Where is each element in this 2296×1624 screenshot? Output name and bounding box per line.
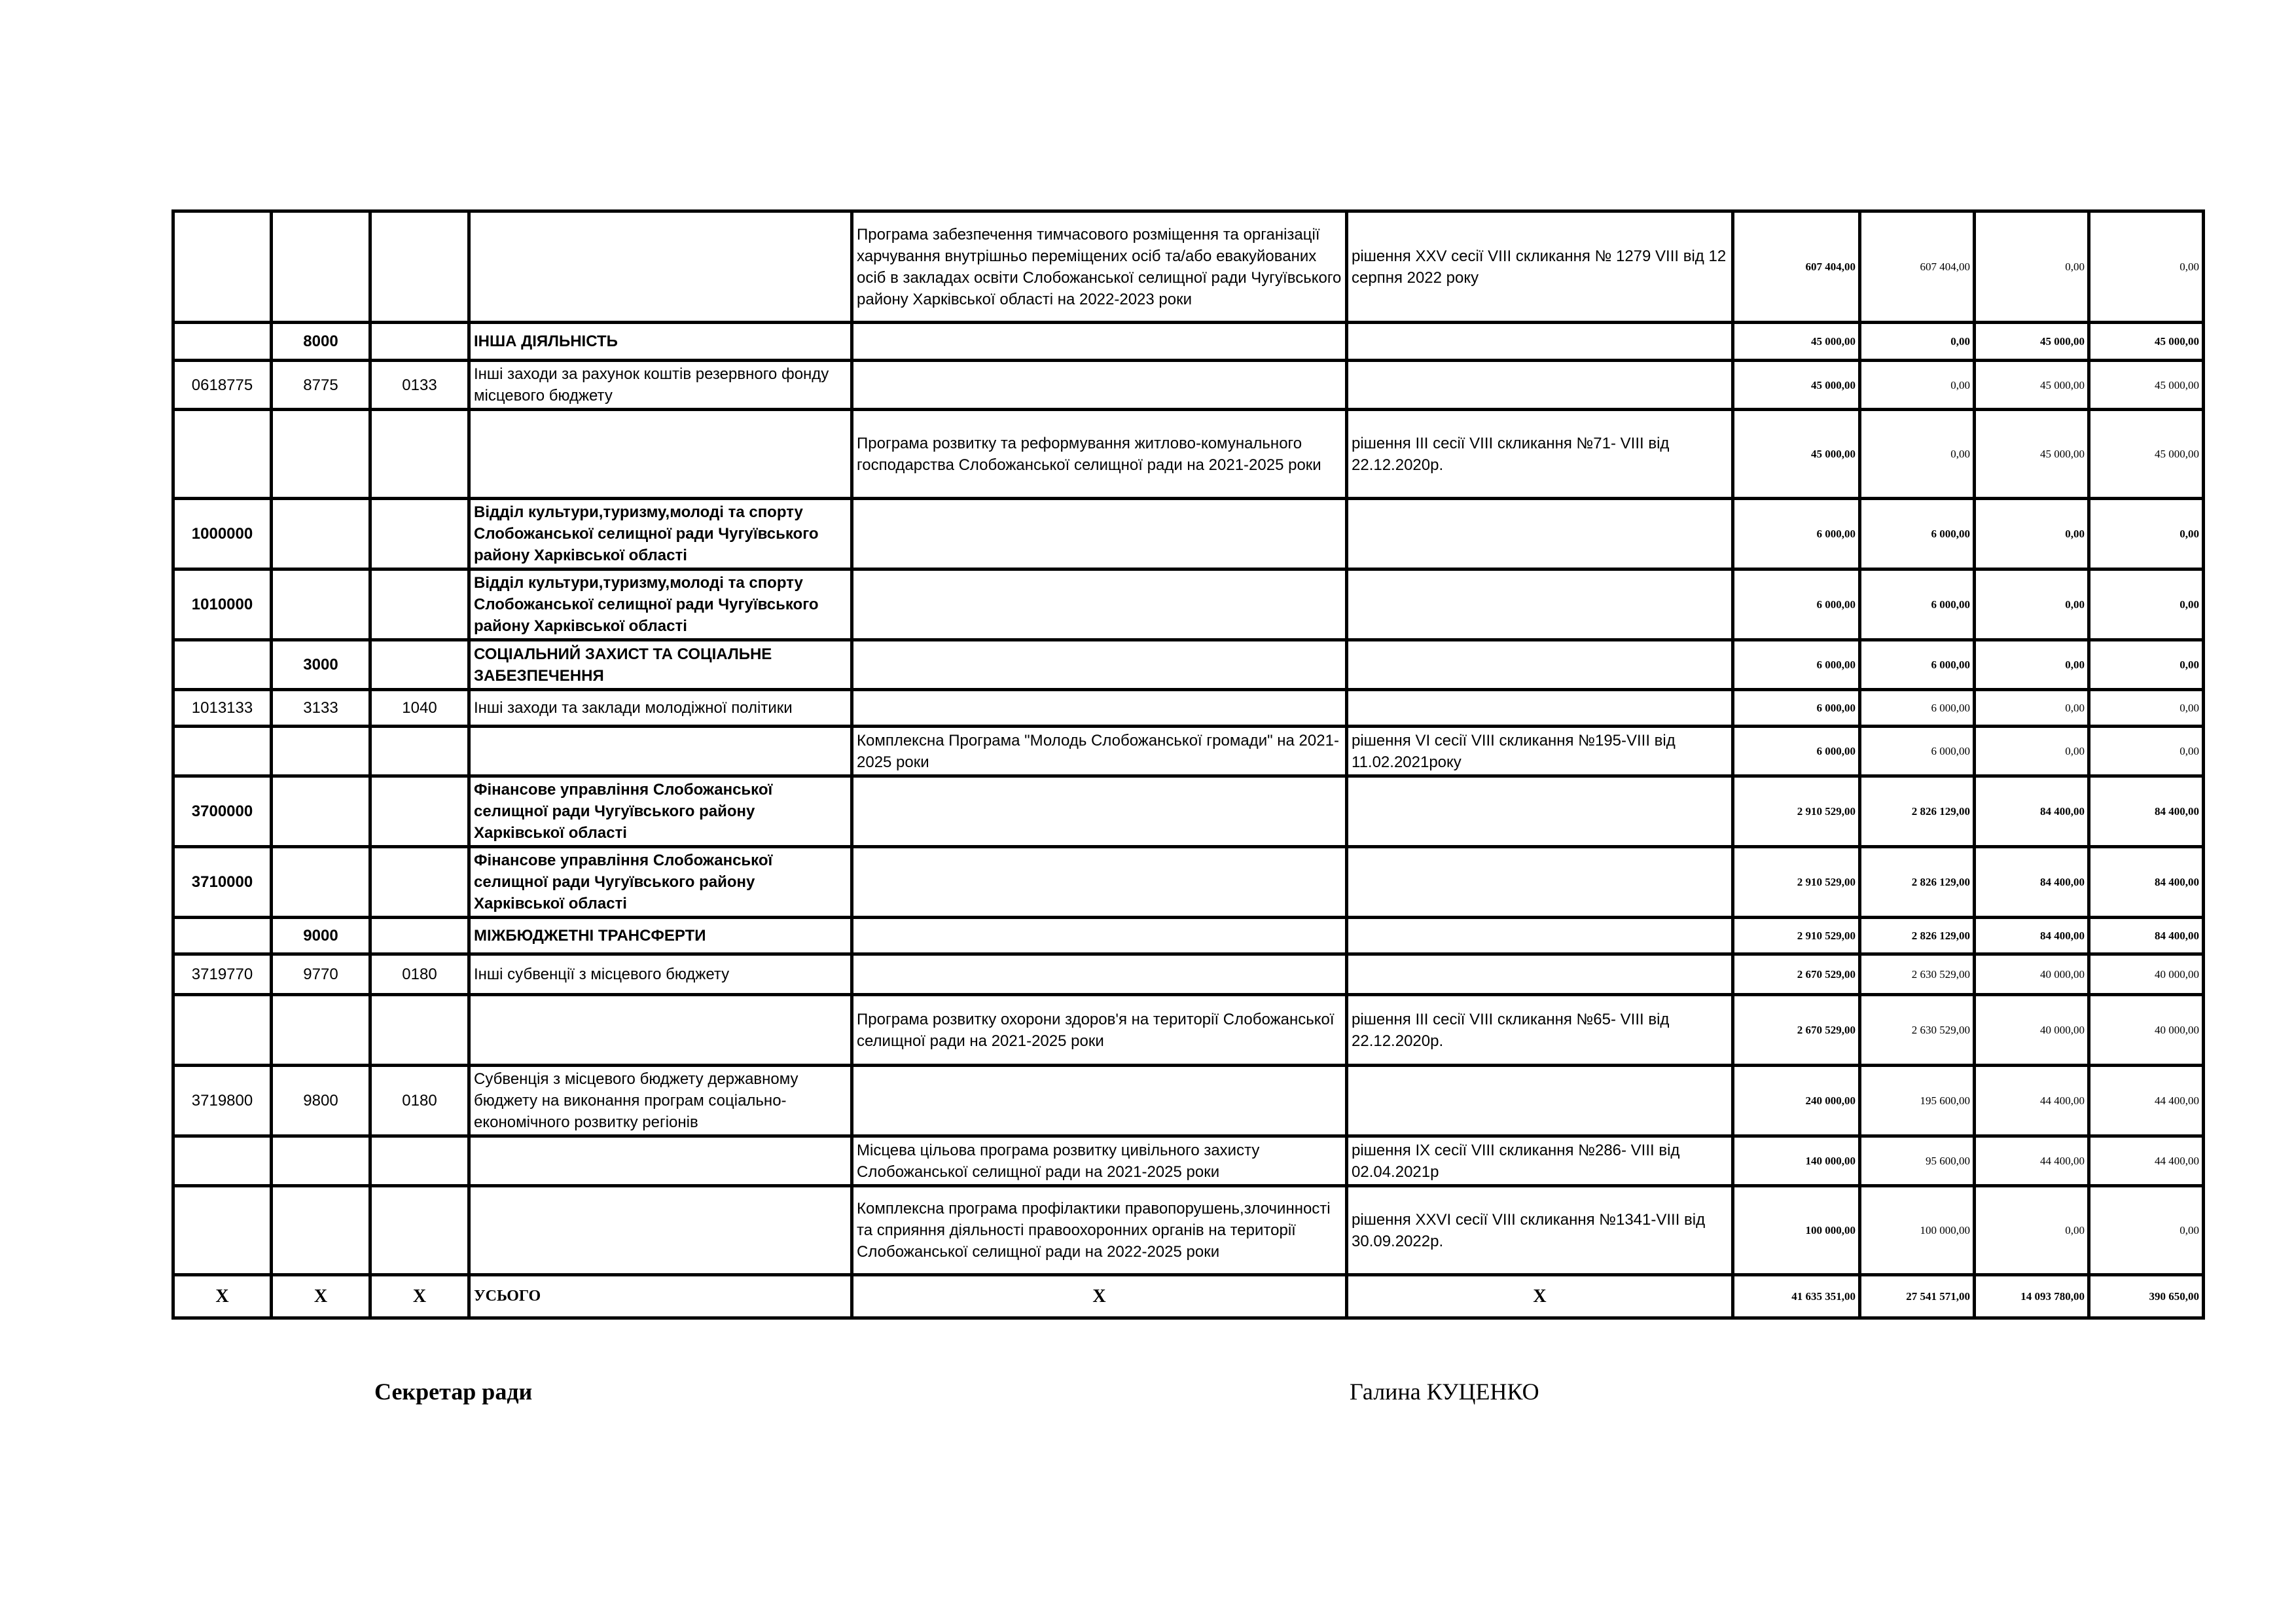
cell-amount-special: 84 400,00 — [1975, 776, 2089, 847]
cell-amount-general: 2 630 529,00 — [1860, 954, 1975, 995]
table-row — [173, 954, 2204, 995]
cell-amount-total: 6 000,00 — [1733, 569, 1860, 640]
cell-amount-total: 607 404,00 — [1733, 211, 1860, 323]
cell-name — [469, 211, 852, 323]
cell-program-name — [852, 776, 1347, 847]
cell-name: Відділ культури,туризму,молоді та спорту Слобожанської селищної ради Чугуївського району Харківської області — [469, 499, 852, 569]
cell-program-code: 3700000 — [173, 776, 272, 847]
cell-amount-dev: 0,00 — [2089, 499, 2204, 569]
cell-kfkvk-code — [370, 995, 469, 1066]
cell-kfk-code — [272, 569, 370, 640]
cell-program-code — [173, 727, 272, 776]
cell-amount-general: 0,00 — [1860, 361, 1975, 410]
cell-program-name: Програма розвитку та реформування житлово-комунального господарства Слобожанської селищної ради на 2021-2025 роки — [852, 410, 1347, 499]
total-amount-total: 41 635 351,00 — [1733, 1275, 1860, 1318]
cell-decision: рішення ІІІ сесії VIII скликання №65- VIII від 22.12.2020р. — [1347, 995, 1733, 1066]
cell-amount-dev: 40 000,00 — [2089, 995, 2204, 1066]
cell-amount-special: 0,00 — [1975, 690, 2089, 727]
cell-program-name — [852, 361, 1347, 410]
table-row — [173, 690, 2204, 727]
cell-kfkvk-code — [370, 323, 469, 361]
cell-amount-dev: 44 400,00 — [2089, 1136, 2204, 1186]
cell-amount-special: 0,00 — [1975, 211, 2089, 323]
cell-program-code: 1000000 — [173, 499, 272, 569]
cell-amount-dev: 45 000,00 — [2089, 323, 2204, 361]
cell-amount-general: 6 000,00 — [1860, 640, 1975, 690]
cell-name — [469, 727, 852, 776]
cell-decision — [1347, 954, 1733, 995]
total-code-mark: Х — [173, 1275, 272, 1318]
cell-kfk-code — [272, 410, 370, 499]
cell-kfkvk-code: 1040 — [370, 690, 469, 727]
cell-amount-special: 0,00 — [1975, 499, 2089, 569]
cell-decision — [1347, 361, 1733, 410]
cell-kfkvk-code — [370, 410, 469, 499]
cell-amount-general: 2 826 129,00 — [1860, 918, 1975, 954]
cell-amount-special: 44 400,00 — [1975, 1066, 2089, 1136]
table-row — [173, 361, 2204, 410]
cell-kfk-code: 9770 — [272, 954, 370, 995]
cell-program-code — [173, 323, 272, 361]
table-row — [173, 211, 2204, 323]
cell-program-code — [173, 1136, 272, 1186]
cell-amount-special: 45 000,00 — [1975, 323, 2089, 361]
cell-program-code — [173, 995, 272, 1066]
cell-decision: рішення ІХ сесії VIII скликання №286- VIII від 02.04.2021р — [1347, 1136, 1733, 1186]
cell-amount-dev: 84 400,00 — [2089, 847, 2204, 918]
table-row — [173, 1066, 2204, 1136]
cell-decision: рішення ІІІ сесії VIII скликання №71- VIII від 22.12.2020р. — [1347, 410, 1733, 499]
cell-amount-dev: 0,00 — [2089, 569, 2204, 640]
table-row — [173, 323, 2204, 361]
cell-kfk-code — [272, 1136, 370, 1186]
cell-amount-general: 2 630 529,00 — [1860, 995, 1975, 1066]
cell-decision — [1347, 569, 1733, 640]
cell-amount-total: 2 670 529,00 — [1733, 954, 1860, 995]
cell-amount-dev: 0,00 — [2089, 211, 2204, 323]
table-row — [173, 1136, 2204, 1186]
cell-kfkvk-code: 0180 — [370, 1066, 469, 1136]
cell-program-code — [173, 918, 272, 954]
cell-program-name: Програма забезпечення тимчасового розміщення та організації харчування внутрішньо переміщених осіб та/або евакуйованих осіб в закладах освіти Слобожанської селищної ради Чугуївського району Харківської області на 2022-2023 роки — [852, 211, 1347, 323]
cell-program-name: Місцева цільова програма розвитку цивільного захисту Слобожанської селищної ради на 2021-2025 роки — [852, 1136, 1347, 1186]
cell-name: Інші субвенції з місцевого бюджету — [469, 954, 852, 995]
table-row — [173, 727, 2204, 776]
cell-kfk-code — [272, 727, 370, 776]
cell-amount-special: 40 000,00 — [1975, 954, 2089, 995]
cell-kfkvk-code — [370, 211, 469, 323]
cell-amount-total: 2 910 529,00 — [1733, 918, 1860, 954]
total-kfk-mark: Х — [272, 1275, 370, 1318]
cell-amount-general: 6 000,00 — [1860, 727, 1975, 776]
cell-program-name — [852, 499, 1347, 569]
cell-name: СОЦІАЛЬНИЙ ЗАХИСТ ТА СОЦІАЛЬНЕ ЗАБЕЗПЕЧЕННЯ — [469, 640, 852, 690]
cell-amount-total: 2 670 529,00 — [1733, 995, 1860, 1066]
cell-amount-dev: 84 400,00 — [2089, 776, 2204, 847]
cell-decision — [1347, 918, 1733, 954]
cell-amount-total: 240 000,00 — [1733, 1066, 1860, 1136]
cell-kfkvk-code — [370, 1186, 469, 1275]
cell-kfkvk-code — [370, 847, 469, 918]
cell-amount-general: 2 826 129,00 — [1860, 847, 1975, 918]
cell-kfkvk-code — [370, 727, 469, 776]
cell-amount-dev: 45 000,00 — [2089, 361, 2204, 410]
cell-kfk-code — [272, 211, 370, 323]
cell-decision: рішення XXV сесії VIII скликання № 1279 VIII від 12 серпня 2022 року — [1347, 211, 1733, 323]
cell-decision — [1347, 847, 1733, 918]
cell-name: Інші заходи та заклади молодіжної політики — [469, 690, 852, 727]
cell-name: МІЖБЮДЖЕТНІ ТРАНСФЕРТИ — [469, 918, 852, 954]
cell-amount-dev: 0,00 — [2089, 640, 2204, 690]
cell-amount-total: 45 000,00 — [1733, 410, 1860, 499]
total-kfkvk-mark: Х — [370, 1275, 469, 1318]
cell-program-code: 1013133 — [173, 690, 272, 727]
total-amount-dev: 390 650,00 — [2089, 1275, 2204, 1318]
cell-amount-general: 6 000,00 — [1860, 499, 1975, 569]
total-decision-mark: Х — [1347, 1275, 1733, 1318]
cell-program-name — [852, 918, 1347, 954]
cell-amount-total: 6 000,00 — [1733, 690, 1860, 727]
cell-kfkvk-code — [370, 776, 469, 847]
cell-program-code: 1010000 — [173, 569, 272, 640]
total-amount-special: 14 093 780,00 — [1975, 1275, 2089, 1318]
cell-amount-total: 6 000,00 — [1733, 640, 1860, 690]
budget-table — [171, 209, 2205, 1320]
cell-decision — [1347, 1066, 1733, 1136]
cell-amount-dev: 0,00 — [2089, 1186, 2204, 1275]
cell-amount-total: 6 000,00 — [1733, 499, 1860, 569]
cell-kfk-code — [272, 1186, 370, 1275]
cell-amount-special: 45 000,00 — [1975, 361, 2089, 410]
cell-name: Фінансове управління Слобожанської селищної ради Чугуївського району Харківської області — [469, 847, 852, 918]
cell-kfkvk-code — [370, 918, 469, 954]
cell-program-name: Комплексна програма профілактики правопорушень,злочинності та сприяння діяльності правоохоронних органів на території Слобожанської селищної ради на 2022-2025 роки — [852, 1186, 1347, 1275]
cell-kfk-code: 3000 — [272, 640, 370, 690]
cell-amount-dev: 84 400,00 — [2089, 918, 2204, 954]
cell-program-code: 3710000 — [173, 847, 272, 918]
cell-amount-general: 0,00 — [1860, 323, 1975, 361]
cell-amount-dev: 40 000,00 — [2089, 954, 2204, 995]
cell-program-code — [173, 640, 272, 690]
table-body — [173, 211, 2204, 1318]
table-row — [173, 918, 2204, 954]
cell-program-code: 3719800 — [173, 1066, 272, 1136]
cell-amount-special: 0,00 — [1975, 1186, 2089, 1275]
cell-amount-general: 6 000,00 — [1860, 569, 1975, 640]
cell-amount-general: 195 600,00 — [1860, 1066, 1975, 1136]
cell-program-name: Комплексна Програма "Молодь Слобожанської громади" на 2021-2025 роки — [852, 727, 1347, 776]
cell-amount-dev: 45 000,00 — [2089, 410, 2204, 499]
cell-amount-dev: 0,00 — [2089, 690, 2204, 727]
cell-amount-special: 84 400,00 — [1975, 847, 2089, 918]
cell-name: Субвенція з місцевого бюджету державному бюджету на виконання програм соціально-економічного розвитку регіонів — [469, 1066, 852, 1136]
cell-program-name — [852, 847, 1347, 918]
table-row — [173, 569, 2204, 640]
cell-amount-special: 0,00 — [1975, 640, 2089, 690]
cell-program-name — [852, 640, 1347, 690]
cell-kfk-code: 3133 — [272, 690, 370, 727]
cell-amount-special: 0,00 — [1975, 727, 2089, 776]
cell-program-name — [852, 954, 1347, 995]
cell-kfk-code — [272, 847, 370, 918]
cell-amount-special: 40 000,00 — [1975, 995, 2089, 1066]
cell-amount-total: 140 000,00 — [1733, 1136, 1860, 1186]
cell-decision — [1347, 690, 1733, 727]
cell-kfk-code: 8000 — [272, 323, 370, 361]
cell-kfk-code: 9000 — [272, 918, 370, 954]
signature-name: Галина КУЦЕНКО — [1350, 1379, 1539, 1405]
cell-amount-total: 100 000,00 — [1733, 1186, 1860, 1275]
cell-name: Відділ культури,туризму,молоді та спорту Слобожанської селищної ради Чугуївського району Харківської області — [469, 569, 852, 640]
cell-amount-total: 45 000,00 — [1733, 361, 1860, 410]
cell-program-name: Програма розвитку охорони здоров'я на території Слобожанської селищної ради на 2021-2025 роки — [852, 995, 1347, 1066]
cell-program-name — [852, 1066, 1347, 1136]
cell-name — [469, 1136, 852, 1186]
cell-amount-total: 45 000,00 — [1733, 323, 1860, 361]
cell-amount-general: 0,00 — [1860, 410, 1975, 499]
cell-kfk-code — [272, 499, 370, 569]
cell-program-code — [173, 1186, 272, 1275]
cell-program-name — [852, 323, 1347, 361]
cell-amount-dev: 0,00 — [2089, 727, 2204, 776]
cell-amount-special: 0,00 — [1975, 569, 2089, 640]
cell-name — [469, 410, 852, 499]
cell-name: Інші заходи за рахунок коштів резервного фонду місцевого бюджету — [469, 361, 852, 410]
cell-program-code: 0618775 — [173, 361, 272, 410]
cell-kfk-code: 9800 — [272, 1066, 370, 1136]
cell-decision — [1347, 323, 1733, 361]
table-row — [173, 499, 2204, 569]
cell-name — [469, 1186, 852, 1275]
cell-program-code — [173, 211, 272, 323]
table-row — [173, 776, 2204, 847]
cell-amount-general: 607 404,00 — [1860, 211, 1975, 323]
cell-name: ІНША ДІЯЛЬНІСТЬ — [469, 323, 852, 361]
cell-decision — [1347, 640, 1733, 690]
cell-kfk-code — [272, 995, 370, 1066]
cell-kfk-code: 8775 — [272, 361, 370, 410]
table-row — [173, 1186, 2204, 1275]
total-label: УСЬОГО — [469, 1275, 852, 1318]
cell-decision — [1347, 499, 1733, 569]
total-row — [173, 1275, 2204, 1318]
cell-program-code: 3719770 — [173, 954, 272, 995]
cell-kfkvk-code — [370, 1136, 469, 1186]
signature-title: Секретар ради — [374, 1379, 533, 1405]
table-row — [173, 847, 2204, 918]
cell-amount-general: 100 000,00 — [1860, 1186, 1975, 1275]
cell-program-code — [173, 410, 272, 499]
cell-amount-general: 6 000,00 — [1860, 690, 1975, 727]
table-row — [173, 640, 2204, 690]
cell-amount-special: 84 400,00 — [1975, 918, 2089, 954]
cell-name: Фінансове управління Слобожанської селищної ради Чугуївського району Харківської області — [469, 776, 852, 847]
cell-amount-general: 95 600,00 — [1860, 1136, 1975, 1186]
cell-decision: рішення VІ сесії VIII скликання №195-VIII від 11.02.2021року — [1347, 727, 1733, 776]
cell-decision — [1347, 776, 1733, 847]
table-row — [173, 410, 2204, 499]
cell-amount-general: 2 826 129,00 — [1860, 776, 1975, 847]
cell-name — [469, 995, 852, 1066]
cell-kfkvk-code: 0133 — [370, 361, 469, 410]
cell-amount-total: 2 910 529,00 — [1733, 847, 1860, 918]
table-row — [173, 995, 2204, 1066]
cell-kfkvk-code — [370, 569, 469, 640]
cell-program-name — [852, 569, 1347, 640]
cell-program-name — [852, 690, 1347, 727]
cell-amount-total: 6 000,00 — [1733, 727, 1860, 776]
cell-kfkvk-code: 0180 — [370, 954, 469, 995]
cell-kfk-code — [272, 776, 370, 847]
total-amount-general: 27 541 571,00 — [1860, 1275, 1975, 1318]
cell-amount-dev: 44 400,00 — [2089, 1066, 2204, 1136]
cell-kfkvk-code — [370, 640, 469, 690]
cell-kfkvk-code — [370, 499, 469, 569]
cell-amount-special: 44 400,00 — [1975, 1136, 2089, 1186]
cell-decision: рішення XXVІ сесії VIII скликання №1341-VIII від 30.09.2022р. — [1347, 1186, 1733, 1275]
total-program-mark: Х — [852, 1275, 1347, 1318]
cell-amount-total: 2 910 529,00 — [1733, 776, 1860, 847]
cell-amount-special: 45 000,00 — [1975, 410, 2089, 499]
